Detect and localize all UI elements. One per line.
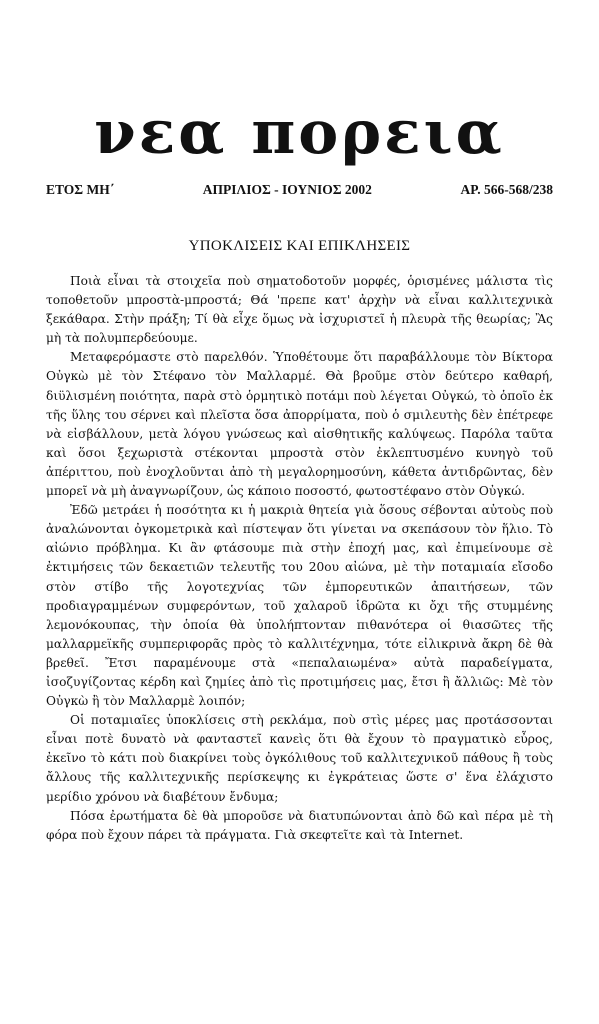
- issue-info: [46, 182, 553, 198]
- paragraph: Πόσα ἐρωτήματα δὲ θὰ μποροῦσε νὰ διατυπώνονται ἀπὸ δῶ καὶ πέρα μὲ τὴ φόρα ποὺ ἔχουν πάρει τὰ πράγματα. Γιὰ σκεφτεῖτε καὶ τὰ Internet.: [46, 808, 553, 842]
- issue-year: ΕΤΟΣ ΜΗ΄: [46, 182, 115, 197]
- paragraph: Ποιὰ εἶναι τὰ στοιχεῖα ποὺ σηματοδοτοῦν μορφές, ὁρισμένες μάλιστα τὶς τοποθετοῦν μπροστὰ-μπροστά; Θά 'πρεπε κατ' ἀρχὴν νὰ εἶναι καλλιτεχνικὰ ξεκάθαρα. Στὴν πράξη; Τί θὰ εἶχε ὅμως νὰ ἰσχυριστεῖ ἡ πλευρὰ τῆς θεωρίας; Ἂς μὴ τὰ πολυμπερδεύουμε.: [46, 274, 553, 346]
- masthead-logo: νεα πορεια: [94, 98, 505, 168]
- issue-number: ΑΡ. 566-568/238: [460, 182, 553, 197]
- article-title: ΥΠΟΚΛΙΣΕΙΣ ΚΑΙ ΕΠΙΚΛΗΣΕΙΣ: [188, 238, 411, 254]
- article-body: [46, 272, 553, 845]
- paragraph: Οἱ ποταμιαῖες ὑποκλίσεις στὴ ρεκλάμα, ποὺ στὶς μέρες μας προτάσσονται εἶναι ποτὲ δυνατὸ νὰ φανταστεῖ κανεὶς ὅτι θὰ ἔχουν τὸ πραγματικὸ εὖρος, ἐκεῖνο τὸ κάτι ποὺ διακρίνει τοὺς ὀγκόλιθους τοῦ καλλιτεχνικοῦ πάθους ἢ τοὺς ἄλλους τῆς καλλιτεχνικῆς περίσκεψης κι ἐγκράτειας ὥστε σ' ἕνα ἐλάχιστο μερίδιο χρόνου νὰ διαβέτουν ἔνδυμα;: [46, 713, 553, 804]
- paragraph: Μεταφερόμαστε στὸ παρελθόν. Ὑποθέτουμε ὅτι παραβάλλουμε τὸν Βίκτορα Οὐγκὼ μὲ τὸν Στέφανο τὸν Μαλλαρμέ. Θὰ βροῦμε στὸν δεύτερο καθαρή, διϋλισμένη ποιότητα, παρὰ στὸ ὁρμητικὸ ποτάμι ποὺ λέγεται Οὐγκώ, τὸ ὁποῖο ἐκ τῆς ὕλης του σέρνει καὶ πλεῖστα ὅσα ἀπορρίματα, ποὺ ὁ σμιλευτὴς δὲν ἐπέτρεφε νὰ εἰσβάλλουν, μετὰ λόγου γνώσεως καὶ αἰσθητικῆς καλύψεως. Παρόλα ταῦτα καὶ ὅσοι ξεχωριστὰ στέκονται μπροστὰ στὸν ἐκλεπτυσμένο κυνηγὸ τοῦ ἀπέριττου, ποὺ ἐνοχλοῦνται ἀπὸ τὴ μεγαλορημοσύνη, κάθετα ἀντιδρῶντας, δὲν μπορεῖ νὰ μὴ ἀναγνωρίζουν, ὡς κάποιο ποσοστό, φωτοστέφανο στὸν Οὐγκώ.: [46, 350, 553, 499]
- paragraph: Ἐδῶ μετράει ἡ ποσότητα κι ἡ μακριὰ θητεία γιὰ ὅσους σέβονται αὐτοὺς ποὺ ἀναλώνονται ὀγκομετρικὰ καὶ πίστεψαν ὅτι γίνεται να σκεπάσουν τὸν ἥλιο. Τὸ αἰώνιο πρόβλημα. Κι ἂν φτάσουμε πιὰ στὴν ἐποχή μας, καὶ ἐπιμείνουμε σὲ ἐκτιμήσεις τῶν δεκαετιῶν τελευτῆς του 20ου αἰώνα, μὲ τὴν ποταμιαία εἴσοδο στὸν στίβο τῆς λογοτεχνίας τῶν ἐμπορευτικῶν ἀπαιτήσεων, τῶν προδιαγραμμένων συμφερόντων, τοῦ χαλαροῦ ἱδρῶτα κι ὄχι τῆς στυμμένης λεμονόκουπας, τὴν ὁποία θὰ ὑπολήπτονταν πιθανότερα οἱ θιασῶτες τῆς μαλλαρμεϊκῆς συμπεριφορᾶς πρὸς τὸ καλλιτέχνημα, τότε εἰλικρινὰ ἄκρη δὲ θὰ βρεθεῖ. Ἔτσι παραμένουμε στὰ «πεπαλαιωμένα» αὐτὰ παραδείγματα, ἰσοζυγίζοντας κέρδη καὶ ζημίες ἀπὸ τὶς προτιμήσεις μας, ἔτσι ἢ ἄλλιῶς: Μὲ τὸν Οὐγκὼ ἢ τὸν Μαλλαρμὲ λοιπόν;: [46, 503, 553, 709]
- issue-date: ΑΠΡΙΛΙΟΣ - ΙΟΥΝΙΟΣ 2002: [202, 182, 372, 197]
